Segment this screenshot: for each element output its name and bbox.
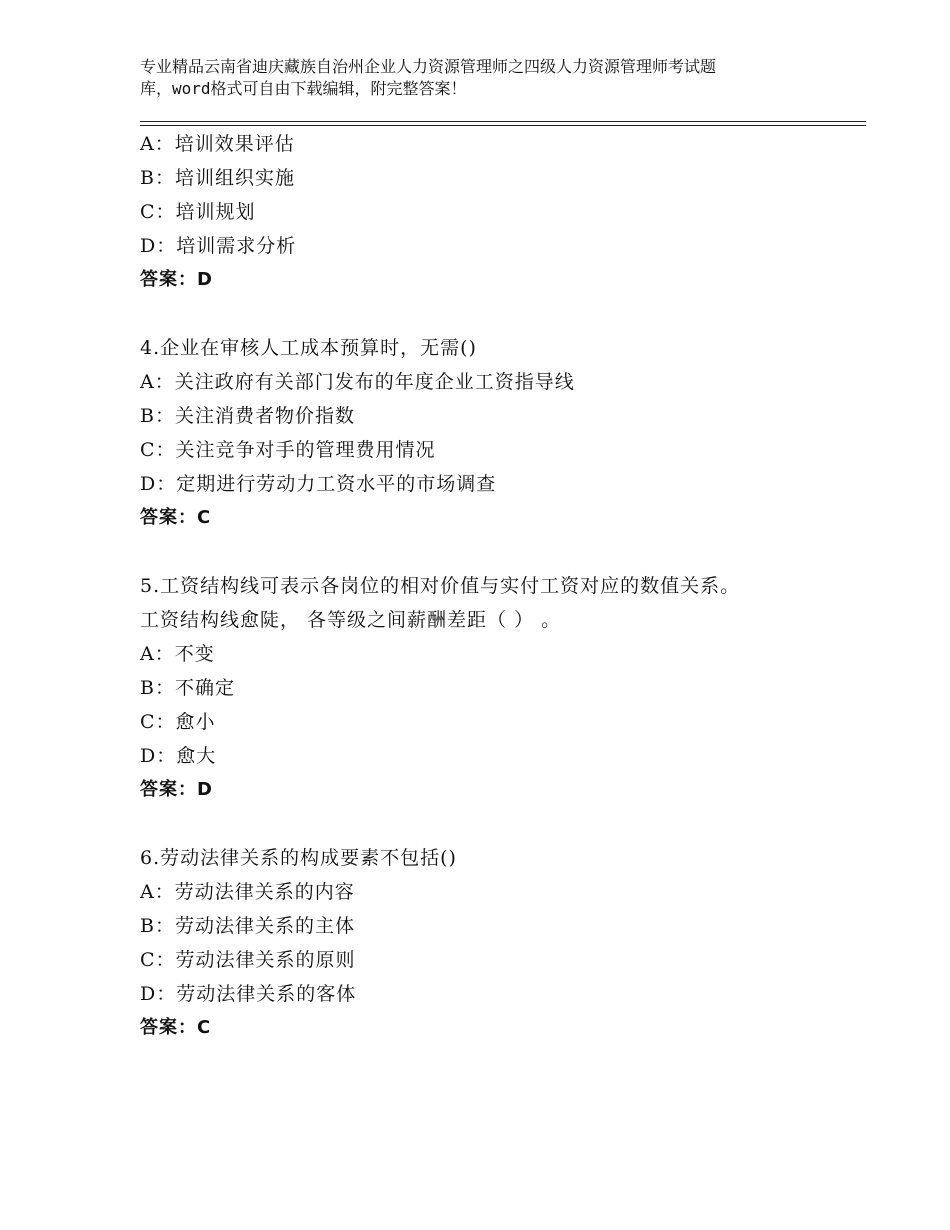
question-5-option-b: B：不确定 [140, 677, 235, 699]
question-4-stem: 4.企业在审核人工成本预算时，无需() [140, 337, 477, 359]
question-3-option-b: B：培训组织实施 [140, 167, 295, 189]
question-6-option-d: D：劳动法律关系的客体 [140, 983, 357, 1005]
question-5 [140, 569, 840, 807]
question-4-option-a: A：关注政府有关部门发布的年度企业工资指导线 [140, 371, 575, 393]
spacer [140, 297, 840, 331]
question-5-option-d: D：愈大 [140, 745, 217, 767]
question-4-option-d: D：定期进行劳动力工资水平的市场调查 [140, 473, 497, 495]
question-6 [140, 841, 840, 1045]
question-4-option-c: C：关注竞争对手的管理费用情况 [140, 439, 436, 461]
header-title-line-2: 库，word格式可自由下载编辑，附完整答案！ [140, 79, 467, 98]
question-5-stem-line-2: 工资结构线愈陡， 各等级之间薪酬差距（ ） 。 [140, 609, 562, 631]
header-title-line-1: 专业精品云南省迪庆藏族自治州企业人力资源管理师之四级人力资源管理师考试题 [140, 57, 717, 76]
question-4-answer: 答案：C [140, 507, 212, 528]
question-3-option-d: D：培训需求分析 [140, 235, 297, 257]
question-4 [140, 331, 840, 535]
header-divider-thin [140, 125, 866, 126]
question-3-option-a: A：培训效果评估 [140, 133, 295, 155]
question-3-option-c: C：培训规划 [140, 201, 256, 223]
question-6-option-b: B：劳动法律关系的主体 [140, 915, 355, 937]
question-6-option-c: C：劳动法律关系的原则 [140, 949, 356, 971]
question-5-stem-line-1: 5.工资结构线可表示各岗位的相对价值与实付工资对应的数值关系。 [140, 575, 741, 597]
question-5-option-a: A：不变 [140, 643, 215, 665]
document-header [140, 56, 830, 100]
header-divider-thick [140, 121, 866, 122]
question-6-option-a: A：劳动法律关系的内容 [140, 881, 355, 903]
question-6-stem: 6.劳动法律关系的构成要素不包括() [140, 847, 457, 869]
question-5-answer: 答案：D [140, 779, 213, 800]
question-3-answer: 答案：D [140, 269, 213, 290]
question-3 [140, 127, 840, 297]
question-5-option-c: C：愈小 [140, 711, 216, 733]
spacer [140, 535, 840, 569]
spacer [140, 807, 840, 841]
question-list [140, 127, 840, 1045]
question-6-answer: 答案：C [140, 1017, 212, 1038]
question-4-option-b: B：关注消费者物价指数 [140, 405, 355, 427]
